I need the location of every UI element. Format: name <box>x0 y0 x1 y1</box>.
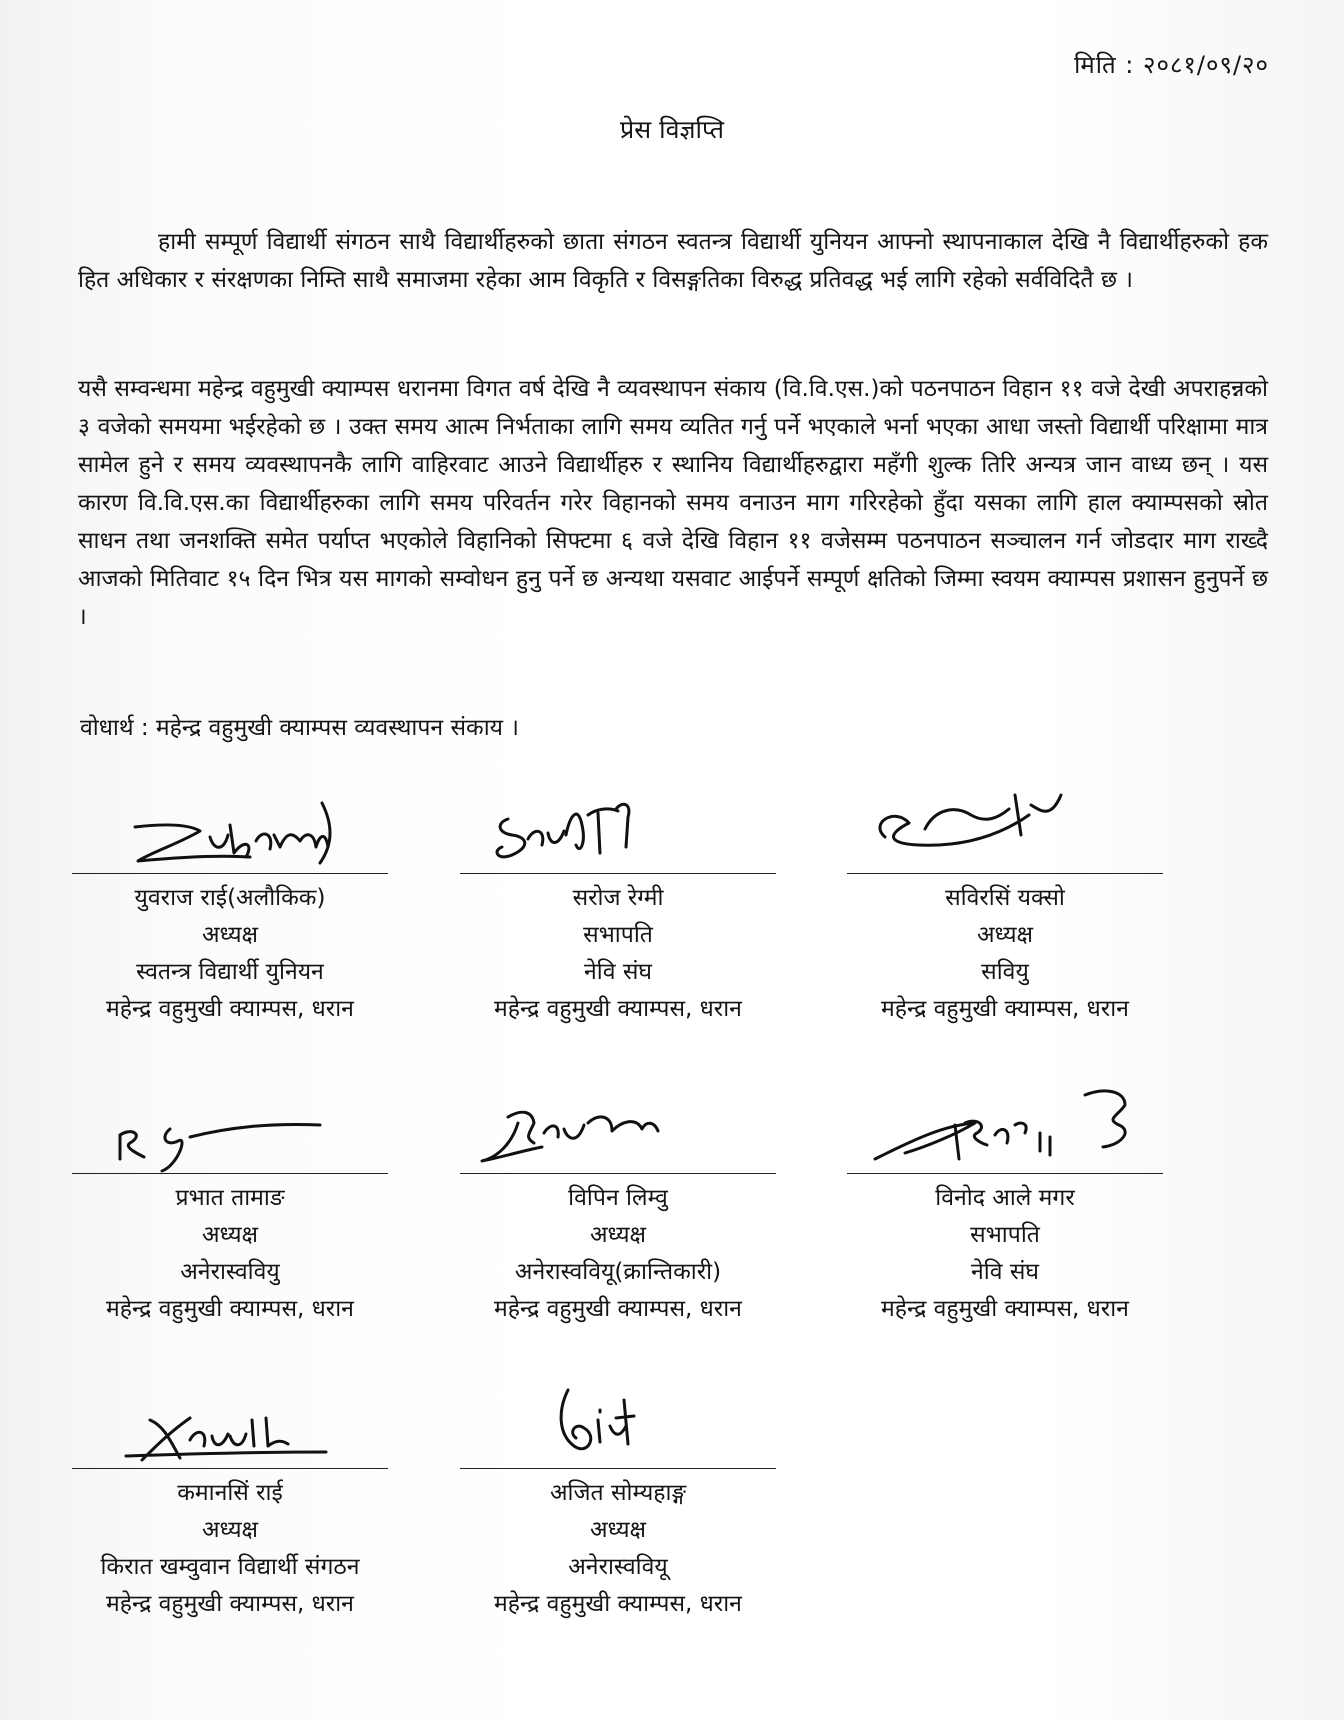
signatory-block <box>448 1370 788 1623</box>
signatory-organization: स्वतन्त्र विद्यार्थी युनियन <box>136 959 324 985</box>
signature-line <box>460 1173 776 1174</box>
signatory-name: विनोद आले मगर <box>935 1185 1075 1211</box>
signatory-position: अध्यक्ष <box>201 1517 259 1543</box>
signatory-position: अध्यक्ष <box>589 1222 647 1248</box>
signatory-campus: महेन्द्र वहुमुखी क्याम्पस, धरान <box>106 1591 354 1617</box>
signatory-campus: महेन्द्र वहुमुखी क्याम्पस, धरान <box>494 1591 742 1617</box>
document-date: मिति : २०८१/०९/२० <box>1074 51 1269 79</box>
signatory-organization: सवियु <box>981 959 1029 985</box>
signatory-block <box>448 775 788 1028</box>
signatory-position: अध्यक्ष <box>201 1222 259 1248</box>
signatory-name: विपिन लिम्वु <box>568 1185 668 1211</box>
signatory-block <box>60 1075 400 1328</box>
signature-line <box>847 873 1163 874</box>
handwritten-signature <box>60 775 400 873</box>
signatory-block <box>835 1075 1175 1328</box>
signature-line <box>460 1468 776 1469</box>
signatory-organization: अनेरास्ववियु <box>180 1259 280 1285</box>
paragraph-intro: हामी सम्पूर्ण विद्यार्थी संगठन साथै विद्यार्थीहरुको छाता संगठन स्वतन्त्र विद्यार्थी युनियन आफ्नो स्थापनाकाल देखि नै विद्यार्थीहरुको हक हित अधिकार र संरक्षणका निम्ति साथै समाजमा रहेका आम विकृति र विसङ्गतिका विरुद्ध प्रतिवद्ध भई लागि रहेको सर्वविदितै छ । <box>78 229 1268 293</box>
signatory-organization: नेवि संघ <box>971 1259 1039 1285</box>
signatory-campus: महेन्द्र वहुमुखी क्याम्पस, धरान <box>494 1296 742 1322</box>
signature-line <box>847 1173 1163 1174</box>
signatory-campus: महेन्द्र वहुमुखी क्याम्पस, धरान <box>881 996 1129 1022</box>
document-title: प्रेस विज्ञप्ति <box>620 115 724 144</box>
signatory-campus: महेन्द्र वहुमुखी क्याम्पस, धरान <box>494 996 742 1022</box>
signatory-block <box>448 1075 788 1328</box>
signatory-organization: किरात खम्वुवान विद्यार्थी संगठन <box>100 1554 360 1580</box>
handwritten-signature <box>835 775 1175 873</box>
signatory-position: सभापति <box>583 922 653 948</box>
signatory-position: अध्यक्ष <box>589 1517 647 1543</box>
signatory-name: युवराज राई(अलौकिक) <box>134 885 326 911</box>
signatory-position: अध्यक्ष <box>976 922 1034 948</box>
attention-note: वोधार्थ : महेन्द्र वहुमुखी क्याम्पस व्यवस्थापन संकाय । <box>80 715 520 741</box>
signatory-campus: महेन्द्र वहुमुखी क्याम्पस, धरान <box>106 996 354 1022</box>
handwritten-signature <box>835 1075 1175 1173</box>
signatory-organization: अनेरास्ववियू <box>568 1554 668 1580</box>
signatory-name: अजित सोम्यहाङ्ग <box>549 1480 687 1506</box>
signatory-block <box>835 775 1175 1028</box>
handwritten-signature <box>60 1370 400 1468</box>
handwritten-signature <box>448 1370 788 1468</box>
signatory-block <box>60 775 400 1028</box>
signatory-name: प्रभात तामाङ <box>175 1185 285 1211</box>
signatory-block <box>60 1370 400 1623</box>
signatory-campus: महेन्द्र वहुमुखी क्याम्पस, धरान <box>106 1296 354 1322</box>
signature-line <box>72 1173 388 1174</box>
signature-line <box>460 873 776 874</box>
signatory-organization: अनेरास्ववियू(क्रान्तिकारी) <box>514 1259 722 1285</box>
signatory-position: अध्यक्ष <box>201 922 259 948</box>
signature-line <box>72 873 388 874</box>
signatory-name: सविरसिं यक्सो <box>945 885 1065 911</box>
signatory-name: कमानसिं राई <box>177 1480 283 1506</box>
handwritten-signature <box>60 1075 400 1173</box>
signatory-campus: महेन्द्र वहुमुखी क्याम्पस, धरान <box>881 1296 1129 1322</box>
handwritten-signature <box>448 1075 788 1173</box>
signatory-name: सरोज रेग्मी <box>572 885 664 911</box>
handwritten-signature <box>448 775 788 873</box>
signature-line <box>72 1468 388 1469</box>
paragraph-demand: यसै सम्वन्धमा महेन्द्र वहुमुखी क्याम्पस धरानमा विगत वर्ष देखि नै व्यवस्थापन संकाय (वि.वि.एस.)को पठनपाठन विहान ११ वजे देखी अपराहन्नको ३ वजेको समयमा भईरहेको छ । उक्त समय आत्म निर्भताका लागि समय व्यतित गर्नु पर्ने भएकाले भर्ना भएका आधा जस्तो विद्यार्थी परिक्षामा मात्र सामेल हुने र समय व्यवस्थापनकै लागि वाहिरवाट आउने विद्यार्थीहरु र स्थानिय विद्यार्थीहरुद्वारा महँगी शुल्क तिरि अन्यत्र जान वाध्य छन् । यस कारण वि.वि.एस.का विद्यार्थीहरुका लागि समय परिवर्तन गरेर विहानको समय वनाउन माग गरिरहेको हुँदा यसका लागि हाल क्याम्पसको स्रोत साधन तथा जनशक्ति समेत पर्याप्त भएकोले विहानिको सिफ्टमा ६ वजे देखि विहान ११ वजेसम्म पठनपाठन सञ्चालन गर्न जोडदार माग राख्दै आजको मितिवाट १५ दिन भित्र यस मागको सम्वोधन हुनु पर्ने छ अन्यथा यसवाट आईपर्ने सम्पूर्ण क्षतिको जिम्मा स्वयम क्याम्पस प्रशासन हुनुपर्ने छ । <box>78 376 1268 630</box>
signatory-organization: नेवि संघ <box>584 959 652 985</box>
signatory-position: सभापति <box>970 1222 1040 1248</box>
